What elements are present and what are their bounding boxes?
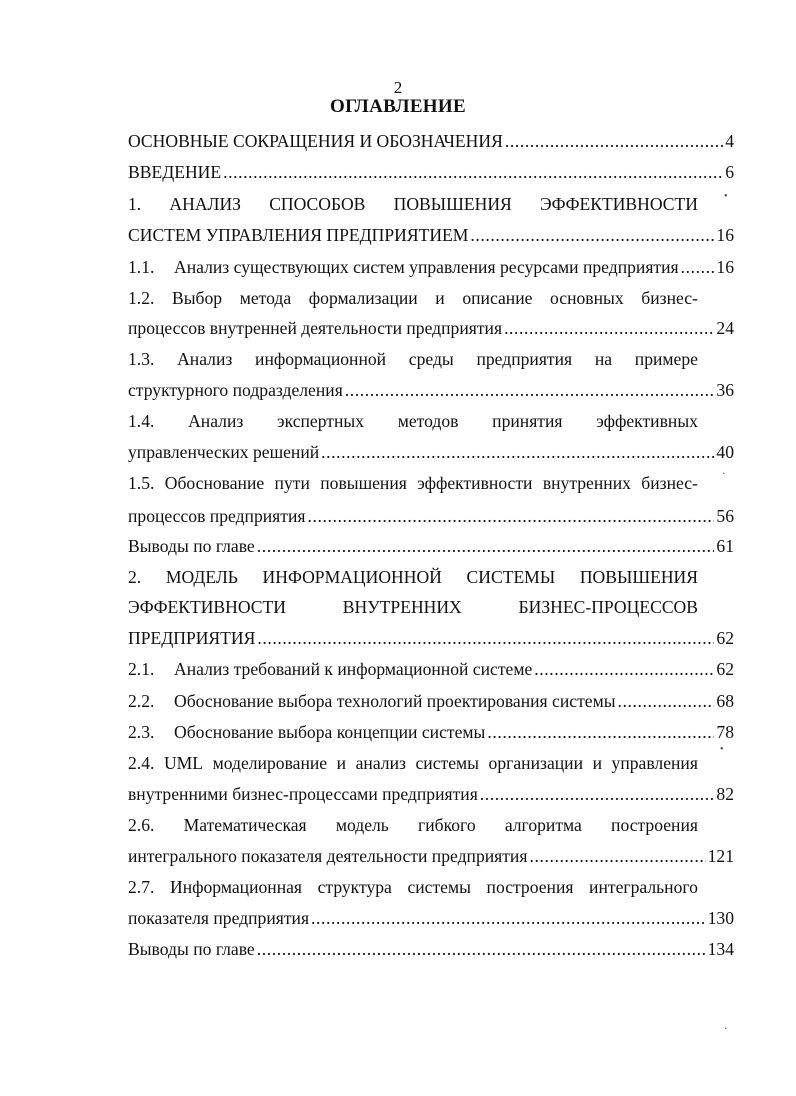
- scan-speck: •: [720, 744, 724, 755]
- scan-speck: •: [724, 191, 728, 202]
- toc-section-1-4-line2[interactable]: управленческих решений ..... 40: [128, 439, 734, 465]
- toc-section-1-5-line2[interactable]: процессов предприятия ..... 56: [128, 503, 734, 529]
- page-ref: 16: [716, 225, 734, 245]
- leader-dots: [504, 315, 714, 341]
- page-ref: 121: [707, 846, 734, 866]
- toc-entry-abbreviations[interactable]: ОСНОВНЫЕ СОКРАЩЕНИЯ И ОБОЗНАЧЕНИЯ ..... 4: [128, 128, 734, 154]
- scan-speck: ·: [724, 1024, 728, 1035]
- toc-chapter-2-line2[interactable]: ЭФФЕКТИВНОСТИ ВНУТРЕННИХ БИЗНЕС-ПРОЦЕССОВ: [128, 597, 698, 617]
- toc-section-2-4-line2[interactable]: внутренними бизнес-процессами предприятия ..... 82: [128, 781, 734, 807]
- toc-chapter-2-conclusions[interactable]: Выводы по главе ..... 134: [128, 936, 734, 962]
- page-ref: 6: [725, 162, 734, 182]
- toc-section-2-6-line2[interactable]: интегрального показателя деятельности предприятия ..... 121: [128, 843, 734, 869]
- leader-dots: [529, 843, 705, 869]
- page-title: ОГЛАВЛЕНИЕ: [330, 96, 466, 117]
- leader-dots: [223, 159, 723, 185]
- page-ref: 61: [716, 536, 734, 556]
- toc-section-2-4-line1[interactable]: 2.4. UML моделирование и анализ системы организации и управления: [128, 753, 698, 773]
- toc-section-2-6-line1[interactable]: 2.6. Математическая модель гибкого алгоритма построения: [128, 815, 698, 835]
- page-ref: 82: [716, 784, 734, 804]
- page-ref: 62: [716, 628, 734, 648]
- toc-chapter-2-line3[interactable]: ПРЕДПРИЯТИЯ ..... 62: [128, 625, 734, 651]
- leader-dots: [470, 222, 714, 248]
- leader-dots: [257, 625, 714, 651]
- toc-chapter-1-line2[interactable]: СИСТЕМ УПРАВЛЕНИЯ ПРЕДПРИЯТИЕМ ..... 16: [128, 222, 734, 248]
- leader-dots: [487, 719, 714, 745]
- leader-dots: [307, 503, 714, 529]
- page-ref: 24: [716, 318, 734, 338]
- leader-dots: [321, 439, 714, 465]
- toc-section-1-3-line2[interactable]: структурного подразделения ..... 36: [128, 377, 734, 403]
- toc-chapter-1-line1[interactable]: 1. АНАЛИЗ СПОСОБОВ ПОВЫШЕНИЯ ЭФФЕКТИВНОСТИ: [128, 194, 698, 214]
- leader-dots: [618, 688, 715, 714]
- leader-dots: [257, 936, 706, 962]
- page-ref: 4: [725, 131, 734, 151]
- toc-section-1-2-line1[interactable]: 1.2. Выбор метода формализации и описание основных бизнес-: [128, 288, 698, 308]
- toc-section-2-2[interactable]: 2.2. Обоснование выбора технологий проектирования системы ..... 68: [128, 688, 734, 714]
- page-ref: 40: [716, 442, 734, 462]
- toc-section-2-7-line1[interactable]: 2.7. Информационная структура системы построения интегрального: [128, 877, 698, 897]
- page-number: 2: [393, 78, 403, 97]
- scan-speck: ·: [722, 469, 726, 480]
- leader-dots: [257, 533, 715, 559]
- page-ref: 68: [716, 691, 734, 711]
- page-ref: 16: [716, 257, 734, 277]
- page-ref: 130: [707, 908, 734, 928]
- page-ref: 78: [716, 722, 734, 742]
- toc-section-2-3[interactable]: 2.3. Обоснование выбора концепции системы ..... 78: [128, 719, 734, 745]
- leader-dots: [534, 656, 714, 682]
- page-ref: 62: [716, 659, 734, 679]
- toc-chapter-2-line1[interactable]: 2. МОДЕЛЬ ИНФОРМАЦИОННОЙ СИСТЕМЫ ПОВЫШЕНИЯ: [128, 567, 698, 587]
- toc-entry-introduction[interactable]: ВВЕДЕНИЕ ..... 6: [128, 159, 734, 185]
- toc-section-1-2-line2[interactable]: процессов внутренней деятельности предприятия ..... 24: [128, 315, 734, 341]
- leader-dots: [505, 128, 723, 154]
- page-ref: 56: [716, 506, 734, 526]
- toc-chapter-1-conclusions[interactable]: Выводы по главе ..... 61: [128, 533, 734, 559]
- toc-section-2-7-line2[interactable]: показателя предприятия ..... 130: [128, 905, 734, 931]
- toc-section-1-5-line1[interactable]: 1.5. Обоснование пути повышения эффективности внутренних бизнес-: [128, 473, 698, 493]
- toc-section-1-4-line1[interactable]: 1.4. Анализ экспертных методов принятия эффективных: [128, 411, 698, 431]
- page-ref: 36: [716, 380, 734, 400]
- toc-section-2-1[interactable]: 2.1. Анализ требований к информационной системе ..... 62: [128, 656, 734, 682]
- page-ref: 134: [707, 939, 734, 959]
- leader-dots: [311, 905, 706, 931]
- leader-dots: [345, 377, 715, 403]
- leader-dots: [480, 781, 715, 807]
- toc-section-1-3-line1[interactable]: 1.3. Анализ информационной среды предприятия на примере: [128, 349, 698, 369]
- leader-dots: [681, 254, 715, 280]
- toc-section-1-1[interactable]: 1.1. Анализ существующих систем управления ресурсами предприятия ..... 16: [128, 254, 734, 280]
